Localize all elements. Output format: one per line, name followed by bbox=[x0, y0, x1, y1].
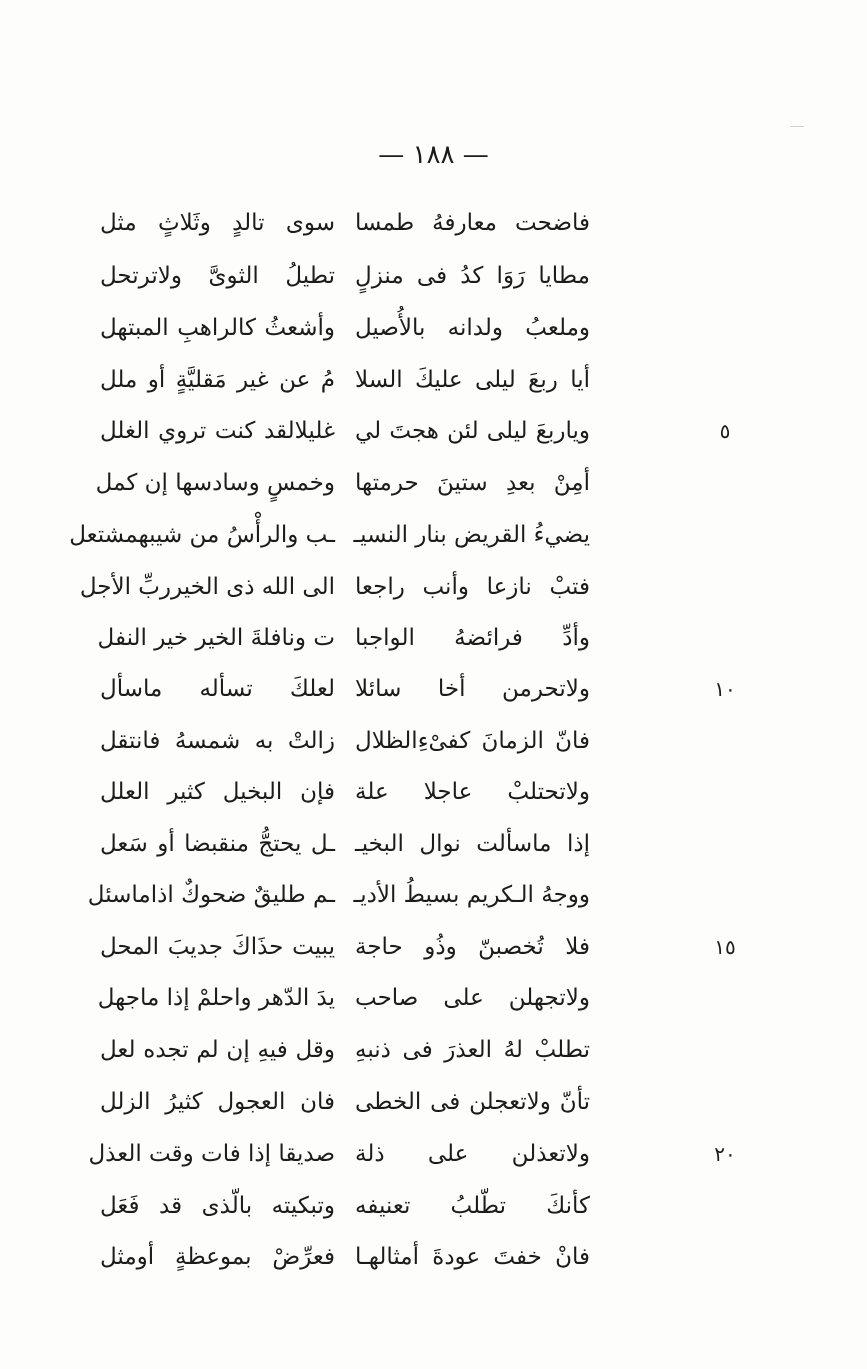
second-hemistich: وأشعثُ كالراهبِ المبتهل bbox=[100, 315, 335, 341]
verse-line bbox=[0, 508, 867, 562]
first-hemistich: وملعبُ ولدانه بالأُصيل bbox=[355, 315, 590, 341]
second-hemistich: صديقا إذا فات وقت العذل bbox=[88, 1141, 335, 1167]
line-number: ٥ bbox=[719, 419, 731, 443]
first-hemistich: فانّ الزمانَ كفىْءِالظلال bbox=[355, 728, 590, 754]
verse-line bbox=[0, 1179, 867, 1233]
first-hemistich: تأنّ ولاتعجلن فى الخطى bbox=[355, 1089, 590, 1115]
second-hemistich: وقل فيهِ إن لم تجده لعل bbox=[100, 1037, 335, 1063]
first-hemistich: فاضحت معارفهُ طمسا bbox=[355, 210, 590, 236]
second-hemistich: غليلالقد كنت تروي الغلل bbox=[100, 418, 335, 444]
first-hemistich: يضيءُ القريض بنار النسيـ bbox=[353, 522, 590, 548]
second-hemistich: ت ونافلةَ الخير خير النفل bbox=[97, 625, 335, 651]
verse-line bbox=[0, 196, 867, 250]
verse-line bbox=[0, 560, 867, 614]
page-number: — ١٨٨ — bbox=[378, 140, 489, 170]
first-hemistich: ولاتحرمن أخا سائلا bbox=[355, 676, 590, 702]
second-hemistich: وخمسٍ وسادسها إن كمل bbox=[95, 470, 335, 496]
second-hemistich: ـل يحتجُّ منقبضا أو سَعل bbox=[100, 831, 335, 857]
first-hemistich: أيا ربعَ ليلى عليكَ السلا bbox=[355, 367, 590, 393]
line-number: ٢٠ bbox=[714, 1142, 736, 1166]
second-hemistich: زالتْ به شمسهُ فانتقل bbox=[100, 728, 335, 754]
line-number: ١٠ bbox=[714, 677, 736, 701]
verse-line bbox=[0, 817, 867, 871]
second-hemistich: فإن البخيل كثير العلل bbox=[100, 779, 335, 805]
second-hemistich: لعلكَ تسأله ماسأل bbox=[100, 676, 335, 702]
verse-line bbox=[0, 611, 867, 665]
verse-line bbox=[0, 1230, 867, 1284]
second-hemistich: ـم طليقٌ ضحوكٌ اذاماسئل bbox=[87, 882, 335, 908]
verse-line bbox=[0, 971, 867, 1025]
verse-line bbox=[0, 456, 867, 510]
first-hemistich: كأنكَ تطّلبُ تعنيفه bbox=[355, 1193, 590, 1219]
first-hemistich: فانْ خفتَ عودةَ أمثالهـا bbox=[355, 1244, 590, 1270]
second-hemistich: وتبكيته بالّذى قد فَعَل bbox=[100, 1193, 335, 1219]
first-hemistich: فلا تُخصبنّ وذُو حاجة bbox=[355, 934, 590, 960]
line-number: ١٥ bbox=[714, 935, 736, 959]
verse-line bbox=[0, 301, 867, 355]
first-hemistich: ولاتحتلبْ عاجلا علة bbox=[355, 779, 590, 805]
first-hemistich: ووجهُ الـكريم بسيطُ الأديـ bbox=[353, 882, 590, 908]
second-hemistich: فعرِّضْ بموعظةٍ أومثل bbox=[100, 1244, 335, 1270]
first-hemistich: وأدِّ فرائضهُ الواجبا bbox=[355, 625, 590, 651]
first-hemistich: ولاتعذلن على ذلة bbox=[355, 1141, 590, 1167]
second-hemistich: سوى تالدٍ وثَلاثٍ مثل bbox=[100, 210, 335, 236]
first-hemistich: وياربعَ ليلى لئن هجتَ لي bbox=[355, 418, 590, 444]
verse-line bbox=[0, 714, 867, 768]
first-hemistich: أمِنْ بعدِ ستينَ حرمتها bbox=[355, 470, 590, 496]
second-hemistich: ـب والرأْسُ من شيبهمشتعل bbox=[69, 522, 335, 548]
verse-line bbox=[0, 765, 867, 819]
second-hemistich: الى الله ذى الخيرربِّ الأجل bbox=[79, 574, 335, 600]
second-hemistich: تطيلُ الثوىَّ ولاترتحل bbox=[100, 263, 335, 289]
verse-line bbox=[0, 868, 867, 922]
first-hemistich: ولاتجهلن على صاحب bbox=[355, 985, 590, 1011]
first-hemistich: إذا ماسألت نوال البخيـ bbox=[355, 831, 590, 857]
verse-line bbox=[0, 249, 867, 303]
first-hemistich: تطلبْ لهُ العذرَ فى ذنبهِ bbox=[355, 1037, 590, 1063]
first-hemistich: مطايا رَوَا كدُ فى منزلٍ bbox=[355, 263, 590, 289]
second-hemistich: مُ عن غير مَقليَّةٍ أو ملل bbox=[100, 367, 335, 393]
verse-line bbox=[0, 662, 867, 716]
verse-line bbox=[0, 404, 867, 458]
first-hemistich: فتبْ نازعا وأنب راجعا bbox=[355, 574, 590, 600]
verse-line bbox=[0, 920, 867, 974]
second-hemistich: فان العجول كثيرُ الزلل bbox=[100, 1089, 335, 1115]
verse-line bbox=[0, 1075, 867, 1129]
second-hemistich: يدَ الدّهر واحلمْ إذا ماجهل bbox=[97, 985, 335, 1011]
second-hemistich: يبيت حذَاكَ جديبَ المحل bbox=[100, 934, 335, 960]
verse-line bbox=[0, 1023, 867, 1077]
verse-line bbox=[0, 353, 867, 407]
verse-line bbox=[0, 1127, 867, 1181]
